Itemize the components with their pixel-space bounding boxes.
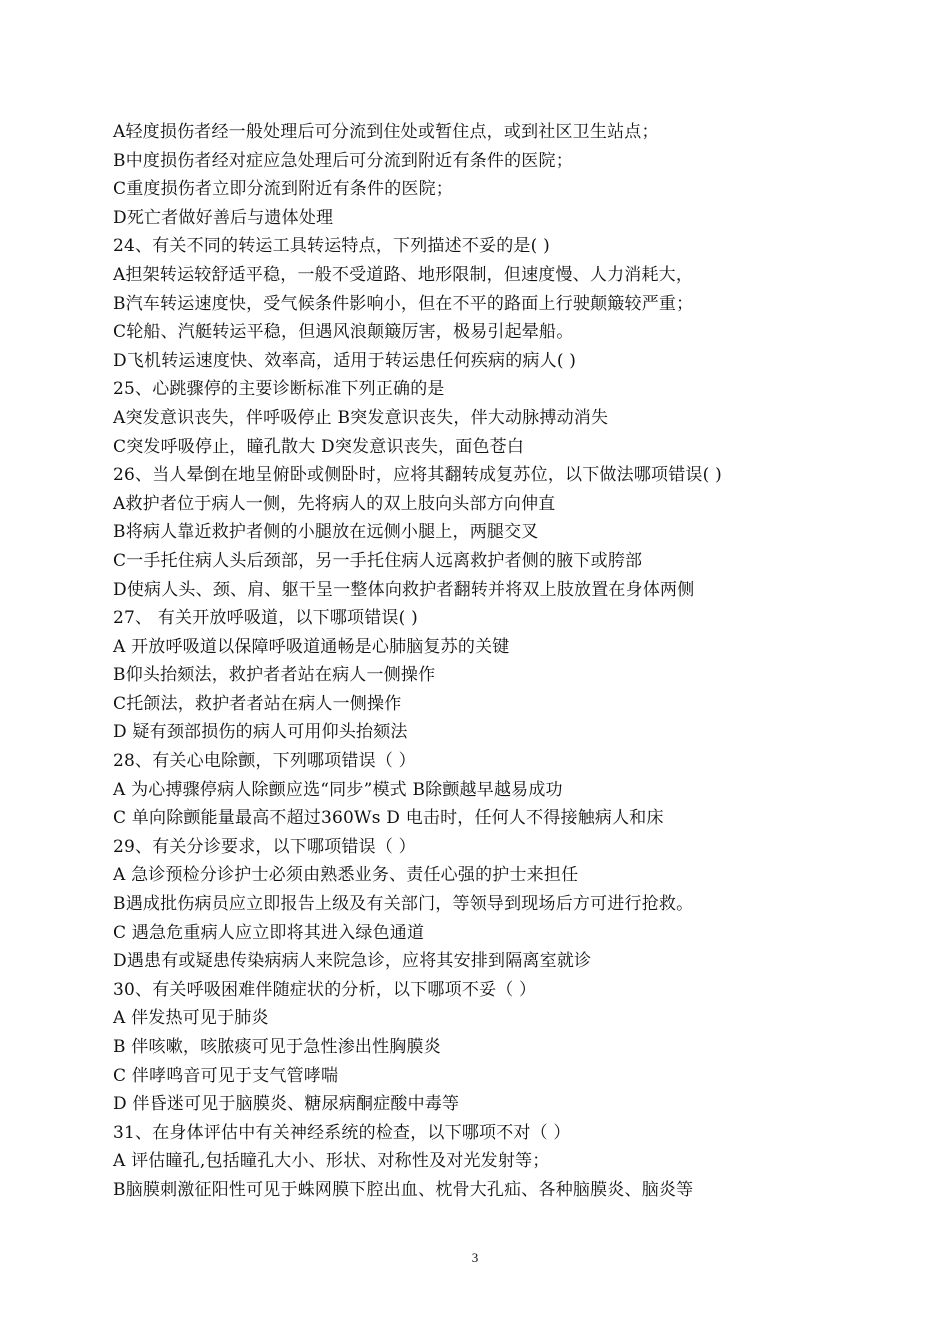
text-line: A突发意识丧失，伴呼吸停止 B突发意识丧失，伴大动脉搏动消失 [113, 407, 609, 428]
question-30: 30、有关呼吸困难伴随症状的分析，以下哪项不妥（ ） [113, 979, 537, 1000]
text-line: B中度损伤者经对症应急处理后可分流到附近有条件的医院； [113, 150, 573, 171]
text-line: C托颌法，救护者者站在病人一侧操作 [113, 693, 402, 714]
text-line: C 遇急危重病人应立即将其进入绿色通道 [113, 922, 425, 943]
text-line: A担架转运较舒适平稳，一般不受道路、地形限制，但速度慢、人力消耗大， [113, 264, 694, 285]
text-line: B 伴咳嗽，咳脓痰可见于急性渗出性胸膜炎 [113, 1037, 441, 1057]
page-number: 3 [471, 1250, 479, 1265]
question-25: 25、心跳骤停的主要诊断标准下列正确的是 [113, 379, 445, 400]
text-line: D使病人头、颈、肩、躯干呈一整体向救护者翻转并将双上肢放置在身体两侧 [113, 579, 695, 600]
text-line: C轮船、汽艇转运平稳，但遇风浪颠簸厉害，极易引起晕船。 [113, 322, 574, 343]
text-line: D遇患有或疑患传染病病人来院急诊，应将其安排到隔离室就诊 [113, 951, 592, 972]
text-line: B汽车转运速度快，受气候条件影响小，但在不平的路面上行驶颠簸较严重； [113, 293, 694, 314]
text-line: A 伴发热可见于肺炎 [113, 1008, 269, 1029]
text-line: D飞机转运速度快、效率高，适用于转运患任何疾病的病人( ) [113, 350, 577, 371]
text-line: A 开放呼吸道以保障呼吸道通畅是心肺脑复苏的关键 [113, 636, 510, 657]
question-24: 24、有关不同的转运工具转运特点，下列描述不妥的是( ) [113, 236, 550, 257]
question-31: 31、在身体评估中有关神经系统的检查，以下哪项不对（ ） [113, 1122, 571, 1143]
text-line: A轻度损伤者经一般处理后可分流到住处或暂住点，或到社区卫生站点； [113, 122, 659, 142]
text-line: A 评估瞳孔,包括瞳孔大小、形状、对称性及对光发射等； [113, 1151, 550, 1172]
text-line: B脑膜刺激征阳性可见于蛛网膜下腔出血、枕骨大孔疝、各种脑膜炎、脑炎等 [113, 1179, 694, 1200]
text-line: C重度损伤者立即分流到附近有条件的医院； [113, 179, 454, 200]
text-line: C一手托住病人头后颈部，另一手托住病人远离救护者侧的腋下或胯部 [113, 550, 643, 571]
page-content [113, 118, 853, 1205]
text-line: D 疑有颈部损伤的病人可用仰头抬颏法 [113, 722, 408, 743]
question-27: 27、 有关开放呼吸道，以下哪项错误( ) [113, 608, 418, 629]
question-26: 26、当人晕倒在地呈俯卧或侧卧时，应将其翻转成复苏位，以下做法哪项错误( ) [113, 465, 722, 486]
text-line: A救护者位于病人一侧，先将病人的双上肢向头部方向伸直 [113, 493, 556, 514]
text-line: B遇成批伤病员应立即报告上级及有关部门，等领导到现场后方可进行抢救。 [113, 894, 694, 915]
text-line: D死亡者做好善后与遗体处理 [113, 207, 334, 228]
question-28: 28、有关心电除颤，下列哪项错误（ ） [113, 751, 416, 772]
text-line: A 急诊预检分诊护士必须由熟悉业务、责任心强的护士来担任 [113, 865, 579, 886]
text-line: A 为心搏骤停病人除颤应选“同步”模式 B除颤越早越易成功 [113, 779, 563, 800]
text-line: B将病人靠近救护者侧的小腿放在远侧小腿上，两腿交叉 [113, 522, 539, 543]
question-29: 29、有关分诊要求，以下哪项错误（ ） [113, 836, 416, 857]
text-line: C突发呼吸停止，瞳孔散大 D突发意识丧失，面色苍白 [113, 436, 525, 457]
text-line: D 伴昏迷可见于脑膜炎、糖尿病酮症酸中毒等 [113, 1094, 460, 1115]
text-line: B仰头抬颏法，救护者者站在病人一侧操作 [113, 665, 436, 686]
text-line: C 单向除颤能量最高不超过360Ws D 电击时，任何人不得接触病人和床 [113, 808, 664, 829]
text-line: C 伴哮鸣音可见于支气管哮喘 [113, 1065, 339, 1086]
